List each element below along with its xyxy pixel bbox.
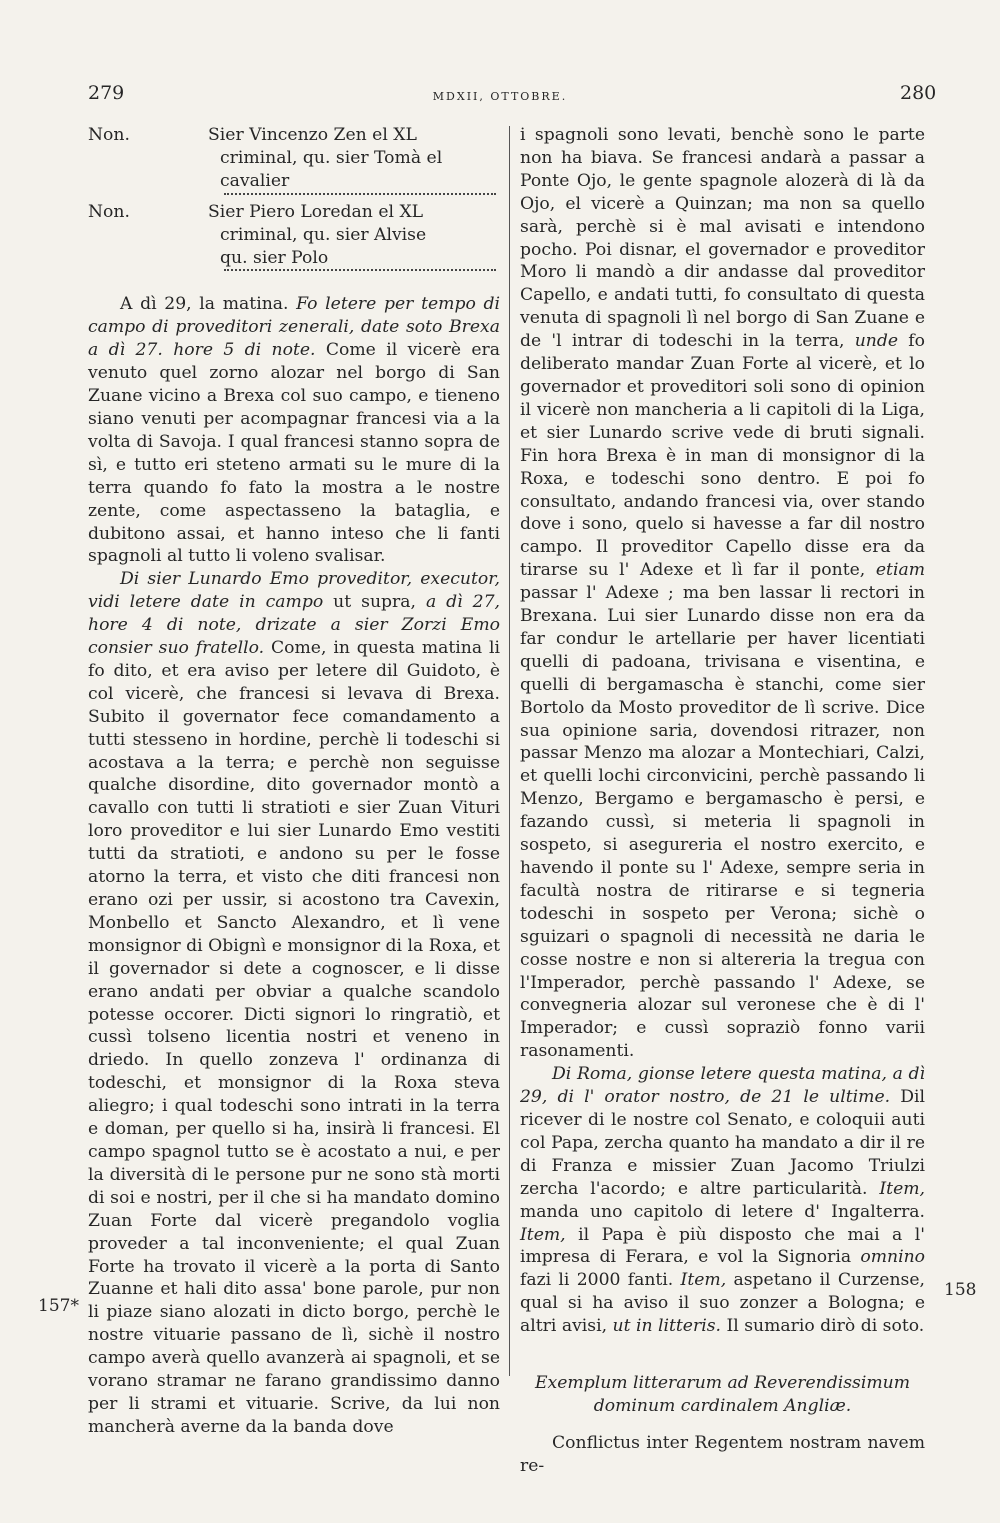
section-heading [520, 1372, 925, 1418]
paragraph-italic: Di sier Lunardo Emo proveditor, executor, vidi letere date in campo [88, 569, 500, 613]
spacer [520, 1338, 925, 1372]
spacer [88, 277, 500, 293]
vote-line: criminal, qu. sier Alvise [220, 224, 427, 245]
paragraph-italic: unde [854, 331, 899, 352]
page-number-right: 280 [900, 82, 937, 104]
paragraph-italic: a dì 27, hore 4 di note, drizate a sier Zorzi Emo consier suo fratello. [88, 592, 500, 659]
paragraph-text: fo deliberato mandar Zuan Forte al vicerè, et lo governador et proveditori soli sono di opinion il vicerè non mancheria a li capitoli di la Liga, et sier Lunardo scrive vede di bruti signali. Fin hora Brexa è in man di monsignor di la Roxa, e todeschi sono dentro. E poi fo consultato, andando francesi via, over stando dove i sono, quelo si havesse a far dil nostro campo. Il proveditor Capello disse era da tirarse su l' Adexe et lì far il ponte, [520, 331, 925, 581]
margin-note-right: 158 [944, 1280, 977, 1300]
paragraph [88, 568, 500, 1438]
paragraph-text: ut supra, [333, 592, 416, 613]
vote-line: Sier Vincenzo Zen el XL [208, 125, 417, 145]
paragraph-italic: Di Roma, gionse letere questa matina, a dì 29, di l' orator nostro, de 21 le ultime. [520, 1064, 925, 1108]
paragraph-italic: Fo letere per tempo di campo di proveditori zenerali, date soto Brexa a dì 27. hore 5 di note. [88, 294, 500, 361]
margin-note-left: 157* [38, 1296, 79, 1316]
dot-leader [224, 269, 496, 271]
vote-entry [88, 124, 500, 201]
paragraph-text: manda uno capitolo di letere d' Ingalterra. [520, 1201, 925, 1222]
paragraph-italic: etiam [875, 560, 926, 581]
page-number-left: 279 [88, 82, 125, 104]
paragraph [520, 124, 925, 1063]
vote-body [208, 201, 500, 278]
vote-line: criminal, qu. sier Tomà el [220, 147, 443, 168]
vote-line [208, 247, 500, 272]
paragraph-text: Dil ricever di le nostre col Senato, e coloquii auti col Papa, zercha quanto ha mandato a dir il re di Franza e missier Zuan Jacomo Triulzi zercha l'acordo; e altre particularità. [520, 1087, 925, 1199]
paragraph-text: fazi li 2000 fanti. [520, 1270, 674, 1291]
vote-label: Non. [88, 201, 130, 222]
paragraph-italic: Item, [879, 1178, 926, 1199]
vote-body [208, 124, 500, 201]
dot-leader [224, 193, 496, 195]
paragraph-text: aspetano il Curzense, qual si ha aviso il suo zonzer a Bologna; e altri avisi, [520, 1270, 926, 1337]
paragraph-text: il Papa è più disposto che mai a l' impresa di Ferara, e vol la Signoria [520, 1224, 925, 1268]
vote-entry [88, 201, 500, 278]
vote-line-text: qu. sier Polo [220, 247, 329, 268]
left-column [88, 124, 500, 1439]
paragraph [520, 1063, 925, 1338]
heading-line: Exemplum litterarum ad Reverendissimum [535, 1373, 910, 1394]
vote-line-text: cavalier [220, 170, 290, 191]
paragraph-italic: ut in litteris. [612, 1316, 721, 1337]
paragraph: Conflictus inter Regentem nostram navem re- [520, 1432, 925, 1476]
paragraph-italic: Item, [520, 1224, 566, 1245]
paragraph-italic: Item, [680, 1270, 727, 1291]
running-head: MDXII, OTTOBRE. [432, 90, 568, 103]
vote-line: Sier Piero Loredan el XL [208, 201, 424, 222]
paragraph-text: i spagnoli sono levati, benchè sono le parte non ha biava. Se francesi andarà a passar a Ponte Ojo, le gente spagnole alozerà di là da Ojo, el vicerè a Quinzan; ma non sa quello sarà, perchè si è mal avisati e intendono pocho. Poi disnar, el governador e proveditor Moro li mandò a dir andasse dal proveditor Capello, e andati tutti, fo consultato di questa venuta di spagnoli lì nel borgo di San Zuane e de 'l intrar di todeschi in la terra, [520, 125, 925, 352]
paragraph-text: Come, in questa matina li fo dito, et era aviso per letere dil Guidoto, è col vicerè, che francesi si levava di Brexa. Subito il governator fece comandamento a tutti stesseno in hordine, perchè li todeschi si acostava a la terra; e perchè non seguisse qualche disordine, dito governador montò a cavallo con tutti li stratioti e sier Zuan Vituri loro proveditor e lui sier Lunardo Emo vestiti tutti da stratioti, e andono su per le fosse atorno la terra, et visto che diti francesi non erano ozi per ussir, si acostono tra Cavexin, Monbello et Sancto Alexandro, et lì vene monsignor di Obignì e monsignor di la Roxa, et il governador si dete a cognoscer, e li disse erano andati per obviar a qualche scandolo potesse occorer. Dicti signori lo ringratiò, et cussì tolseno licentia nostri et veneno in driedo. In quello zonzeva l' ordinanza di todeschi, et monsignor di la Roxa steva aliegro; i qual todeschi sono intrati in la terra e doman, per quello si ha, insirà li francesi. El campo spagnol tutto se è acostato a nui, e per la diversità di le persone pur ne sono stà morti di soi e nostri, per il che si ha mandato domino Zuan Forte dal vicerè pregandolo voglia proveder a tal inconveniente; el qual Zuan Forte ha trovato il vicerè a la porta di Santo Zuanne et hali dito assa' bone parole, pur non li piaze siano alozati in dicto borgo, perchè le nostre vituarie passano de lì, sichè il nostro campo averà quello avanzerà ai spagnoli, et se vorano stramar ne farano grandissimo danno per li strami et vituarie. Scrive, da lui non mancherà averne da la banda dove [88, 638, 500, 1437]
heading-line: dominum cardinalem Angliæ. [593, 1395, 852, 1416]
vote-line [208, 170, 500, 195]
paragraph-text: passar l' Adexe ; ma ben lassar li rectori in Brexana. Lui sier Lunardo disse non era da far condur le artellarie per haver licentiati quelli di padoana, trivisana e visentina, e quelli di bergamascha è stanchi, come sier Bortolo da Mosto proveditor de lì scrive. Dice sua opinione saria, dovendosi ritrazer, non passar Menzo ma alozar a Montechiari, Calzi, et quelli lochi circonvicini, perchè passando li Menzo, Bergamo e bergamascho è persi, e fazando cussì, si meteria li spagnoli in sospeto, si asegureria el nostro exercito, e havendo il ponte su l' Adexe, sempre seria in facultà nostra de ritirarse e si tegneria todeschi in sospeto per Verona; sichè o sguizari o spagnoli di necessità ne daria le cosse nostre e non si altereria la tregua con l'Imperador, perchè passando l' Adexe, se convegneria alozar sul veronese che è di l' Imperador; e cussì sopraziò fonno varii rasonamenti. [520, 583, 925, 1062]
vote-label: Non. [88, 125, 130, 145]
paragraph-text: Come il vicerè era venuto quel zorno alozar nel borgo di San Zuane vicino a Brexa col suo campo, e tieneno siano venuti per acompagnar francesi via a la volta di Savoja. I qual francesi stanno sopra de sì, e tutto eri steteno armati su le mure di la terra quando fo fato la mostra a le nostre zente, come aspectasseno la bataglia, e dubitono assai, et hanno inteso che li fanti spagnoli al tutto li voleno svalisar. [88, 340, 500, 567]
paragraph-italic: omnino [860, 1247, 925, 1268]
paragraph [88, 293, 500, 568]
paragraph-text: Il sumario dirò di soto. [726, 1316, 925, 1337]
column-divider [509, 126, 510, 1376]
spacer [520, 1418, 925, 1432]
right-column [520, 124, 925, 1478]
paragraph-lead: A dì 29, la matina. [120, 294, 289, 315]
